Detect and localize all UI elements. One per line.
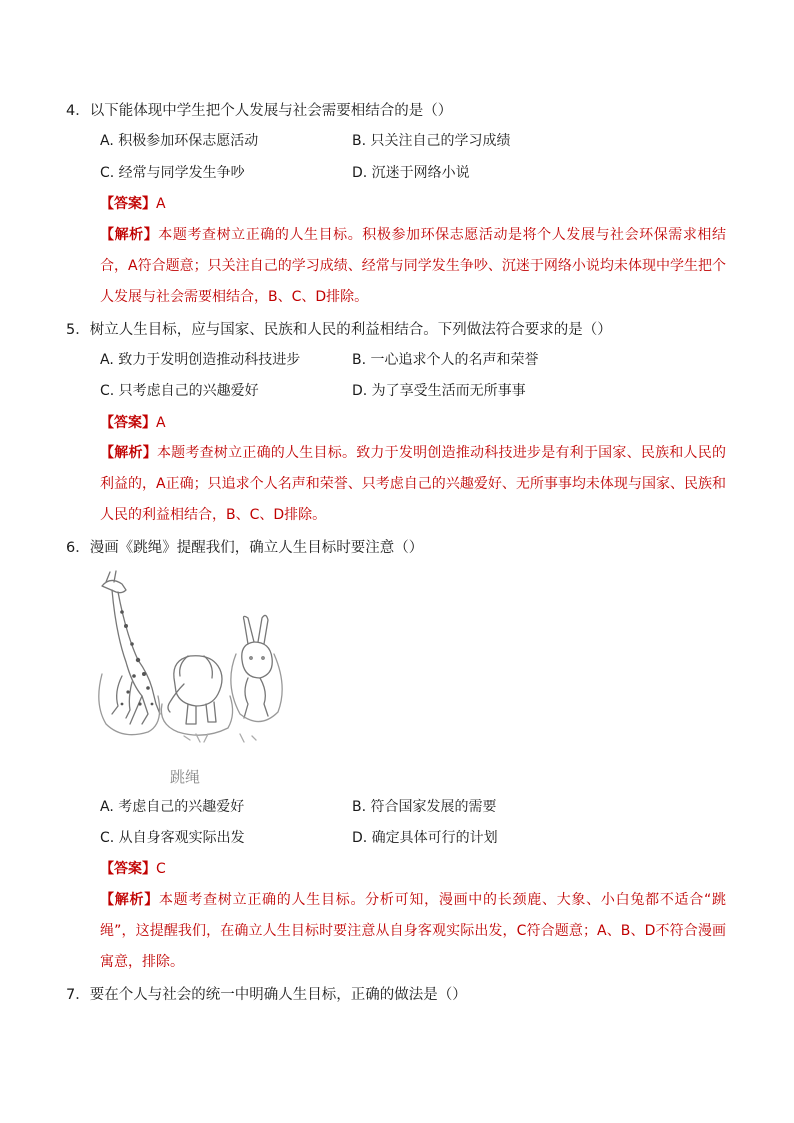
answer-value: C bbox=[156, 861, 166, 877]
explanation-text: 本题考查树立正确的人生目标。积极参加环保志愿活动是将个人发展与社会环保需求相结合，A符合题意；只关注自己的学习成绩、经常与同学发生争吵、沉迷于网络小说均未体现中学生把个人发展与社会需要相结合，B、C、D排除。 bbox=[100, 227, 727, 305]
explanation-tag: 【解析】 bbox=[100, 892, 159, 908]
explanation-text: 本题考查树立正确的人生目标。致力于发明创造推动科技进步是有利于国家、民族和人民的利益的，A正确；只追求个人名声和荣誉、只考虑自己的兴趣爱好、无所事事均未体现与国家、民族和人民的利益相结合，B、C、D排除。 bbox=[100, 445, 727, 523]
cartoon-illustration bbox=[92, 564, 288, 764]
question-6-option-a: A. 考虑自己的兴趣爱好 bbox=[100, 799, 245, 815]
question-4-explanation bbox=[100, 220, 726, 313]
answer-value: A bbox=[156, 196, 166, 212]
explanation-tag: 【解析】 bbox=[100, 227, 159, 243]
question-4-option-b: B. 只关注自己的学习成绩 bbox=[352, 133, 511, 149]
question-6-option-d: D. 确定具体可行的计划 bbox=[352, 830, 498, 846]
question-5-option-d: D. 为了享受生活而无所事事 bbox=[352, 383, 526, 399]
question-4-option-c: C. 经常与同学发生争吵 bbox=[100, 165, 245, 181]
question-6-option-b: B. 符合国家发展的需要 bbox=[352, 799, 497, 815]
explanation-tag: 【解析】 bbox=[100, 445, 157, 461]
question-6-option-c: C. 从自身客观实际出发 bbox=[100, 830, 245, 846]
answer-tag: 【答案】 bbox=[100, 415, 156, 431]
question-7-stem: 7．要在个人与社会的统一中明确人生目标，正确的做法是（） bbox=[66, 987, 467, 1003]
question-4-option-d: D. 沉迷于网络小说 bbox=[352, 165, 470, 181]
answer-tag: 【答案】 bbox=[100, 861, 156, 877]
question-4-answer bbox=[100, 194, 166, 214]
question-5-stem: 5．树立人生目标，应与国家、民族和人民的利益相结合。下列做法符合要求的是（） bbox=[66, 322, 612, 338]
question-4-stem: 4．以下能体现中学生把个人发展与社会需要相结合的是（） bbox=[66, 103, 453, 119]
question-5-option-b: B. 一心追求个人的名声和荣誉 bbox=[352, 352, 539, 368]
answer-value: A bbox=[156, 415, 166, 431]
question-5-explanation bbox=[100, 438, 726, 531]
question-6-explanation bbox=[100, 885, 726, 978]
question-6-stem: 6．漫画《跳绳》提醒我们，确立人生目标时要注意（） bbox=[66, 540, 424, 556]
explanation-text: 本题考查树立正确的人生目标。分析可知，漫画中的长颈鹿、大象、小白兔都不适合“跳绳”，这提醒我们，在确立人生目标时要注意从自身客观实际出发，C符合题意；A、B、D不符合漫画寓意，排除。 bbox=[100, 892, 726, 970]
question-4-option-a: A. 积极参加环保志愿活动 bbox=[100, 133, 259, 149]
question-6-answer bbox=[100, 859, 166, 879]
question-5-option-a: A. 致力于发明创造推动科技进步 bbox=[100, 352, 301, 368]
jump-rope-cartoon bbox=[92, 564, 288, 790]
question-5-option-c: C. 只考虑自己的兴趣爱好 bbox=[100, 383, 259, 399]
question-5-answer bbox=[100, 413, 166, 433]
answer-tag: 【答案】 bbox=[100, 196, 156, 212]
cartoon-caption: 跳绳 bbox=[170, 768, 201, 786]
